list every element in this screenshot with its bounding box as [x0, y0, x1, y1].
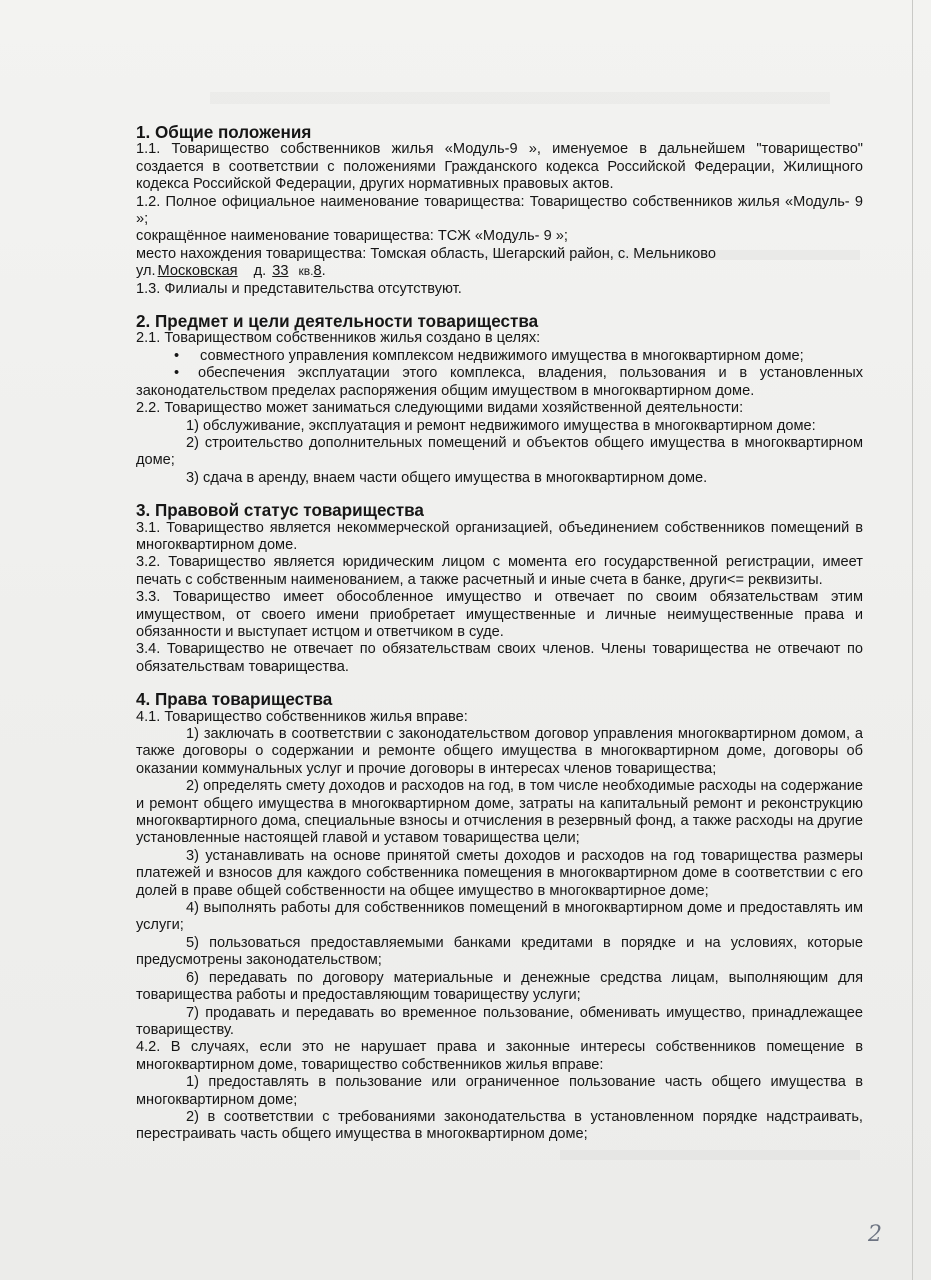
- address-end: .: [321, 263, 326, 280]
- clause-3-2: 3.2. Товарищество является юридическим лицом с момента его государственной регистрации, имеет печать с собственным наименованием, а также расчетный и иные счета в банке, други<= реквизиты.: [136, 554, 863, 588]
- clause-2-2: 2.2. Товарищество может заниматься следующими видами хозяйственной деятельности:: [136, 400, 744, 417]
- activity-item-2: 2) строительство дополнительных помещений и объектов общего имущества в многоквартирном доме;: [136, 434, 863, 469]
- section-3-heading: 3. Правовой статус товарищества: [136, 501, 424, 521]
- activity-item-1: 1) обслуживание, эксплуатация и ремонт недвижимого имущества в многоквартирном доме:: [186, 417, 816, 434]
- bullet-icon: •: [174, 347, 180, 364]
- address-street: Московская: [157, 263, 238, 280]
- page-fold-line: [912, 0, 913, 1280]
- document-body: [136, 124, 863, 1144]
- clause-1-3: 1.3. Филиалы и представительства отсутствуют.: [136, 280, 462, 297]
- activity-item-3: 3) сдача в аренду, внаем части общего имущества в многоквартирном доме.: [186, 469, 708, 486]
- right-item-3: 3) устанавливать на основе принятой сметы доходов и расходов на год товарищества размеры платежей и взносов для каждого собственника помещения в многоквартирном доме в соответствии с его долей в праве общей собственности на общее имущество в многоквартирное доме;: [136, 847, 863, 899]
- address-kv: кв.: [298, 264, 314, 279]
- bullet-text: совместного управления комплексом недвижимого имущества в многоквартирном доме;: [200, 347, 804, 364]
- right-item-4: 4) выполнять работы для собственников помещений в многоквартирном доме и предоставлять им услуги;: [136, 900, 863, 934]
- permission-item-2: 2) в соответствии с требованиями законодательства в установленном порядке надстраивать, перестраивать часть общего имущества в многоквартирном доме;: [136, 1108, 863, 1143]
- clause-2-1: 2.1. Товариществом собственников жилья создано в целях:: [136, 330, 541, 347]
- right-item-5: 5) пользоваться предоставляемыми банками кредитами в порядке и на условиях, которые предусмотрены законодательством;: [136, 934, 863, 969]
- clause-1-2: 1.2. Полное официальное наименование товарищества: Товарищество собственников жилья «Модуль- 9 »;: [136, 193, 863, 228]
- show-through-texture: [210, 92, 830, 104]
- location: место нахождения товарищества: Томская область, Шегарский район, с. Мельниково: [136, 245, 716, 262]
- address-flat: 8: [313, 263, 322, 280]
- show-through-texture: [560, 1150, 860, 1160]
- page-number: 2: [868, 1222, 882, 1247]
- bullet-item: [136, 348, 863, 365]
- clause-3-3: 3.3. Товарищество имеет обособленное имущество и отвечает по своим обязательствам этим имуществом, от своего имени приобретает имущественные и личные неимущественные права и обязанности и выступает истцом и ответчиком в суде.: [136, 589, 863, 640]
- clause-1-1: 1.1. Товарищество собственников жилья «Модуль-9 », именуемое в дальнейшем "товарищество" создается в соответствии с положениями Гражданского кодекса Российской Федерации, Жилищного кодекса Российской Федерации, других нормативных правовых актов.: [136, 141, 863, 193]
- section-1-heading: 1. Общие положения: [136, 123, 312, 142]
- permission-item-1: 1) предоставлять в пользование или ограниченное пользование часть общего имущества в многоквартирном доме;: [136, 1074, 863, 1108]
- clause-4-1: 4.1. Товарищество собственников жилья вправе:: [136, 708, 468, 725]
- bullet-text: обеспечения эксплуатации этого комплекса, владения, пользования и в установленных законодательством пределах распоряжения общим имуществом в многоквартирном доме.: [136, 365, 863, 399]
- short-name: сокращённое наименование товарищества: ТСЖ «Модуль- 9 »;: [136, 228, 568, 245]
- section-4-heading: 4. Права товарищества: [136, 690, 333, 710]
- address-house: 33: [272, 263, 289, 280]
- bullet-icon: •: [174, 365, 180, 382]
- address-line: [136, 263, 863, 280]
- right-item-7: 7) продавать и передавать во временное пользование, обменивать имущество, принадлежащее товариществу.: [136, 1004, 863, 1038]
- right-item-1: 1) заключать в соответствии с законодательством договор управления многоквартирном домом, а также договоры о содержании и ремонте общего имущества в многоквартирном доме, договоры об оказании коммунальных услуг и прочие договоры в интересах членов товарищества;: [136, 726, 863, 777]
- section-2-heading: 2. Предмет и цели деятельности товарищества: [136, 312, 539, 332]
- clause-4-2: 4.2. В случаях, если это не нарушает права и законные интересы собственников помещение в многоквартирном доме, товарищество собственников жилья вправе:: [136, 1039, 863, 1073]
- address-d: д.: [253, 263, 267, 280]
- clause-3-4: 3.4. Товарищество не отвечает по обязательствам своих членов. Члены товарищества не отвечают по обязательствам товарищества.: [136, 641, 863, 675]
- address-ul: ул.: [136, 263, 156, 280]
- clause-3-1: 3.1. Товарищество является некоммерческой организацией, объединением собственников помещений в многоквартирном доме.: [136, 519, 863, 553]
- right-item-2: 2) определять смету доходов и расходов на год, в том числе необходимые расходы на содержание и ремонт общего имущества в многоквартирном доме, затраты на капитальный ремонт и реконструкцию многоквартирного дома, специальные взносы и отчисления в резервный фонд, а также расходы на другие установленные настоящей главой и уставом товарищества цели;: [136, 778, 863, 847]
- right-item-6: 6) передавать по договору материальные и денежные средства лицам, выполняющим для товарищества работы и предоставляющим товариществу услуги;: [136, 969, 863, 1004]
- bullet-item: [136, 365, 863, 400]
